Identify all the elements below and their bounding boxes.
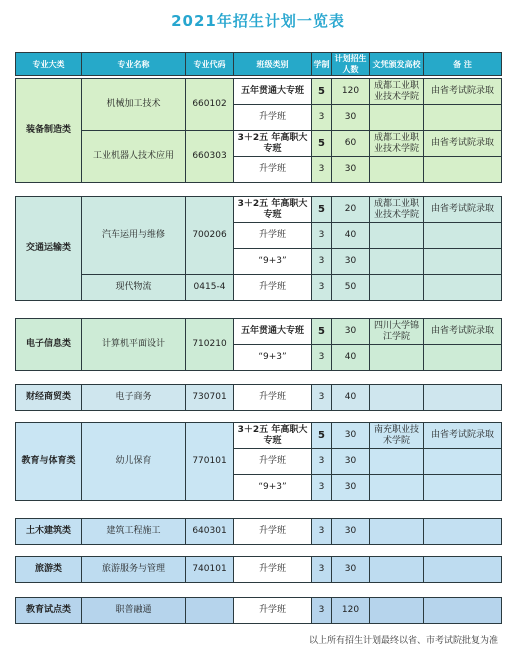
years-cell: 3	[312, 223, 332, 249]
years-cell: 5	[312, 131, 332, 157]
major-code-cell: 700206	[186, 197, 234, 275]
school-cell: 南充职业技术学院	[370, 423, 424, 449]
school-cell: 成都工业职业技术学院	[370, 197, 424, 223]
major-code-cell: 710210	[186, 319, 234, 371]
years-cell: 5	[312, 197, 332, 223]
major-code-cell: 770101	[186, 423, 234, 501]
plan-cell: 30	[332, 105, 370, 131]
plan-cell: 30	[332, 449, 370, 475]
note-cell: 由省考试院录取	[424, 79, 502, 105]
years-cell: 3	[312, 157, 332, 183]
years-cell: 3	[312, 275, 332, 301]
class-type-cell: 五年贯通大专班	[234, 319, 312, 345]
major-code-cell: 660303	[186, 131, 234, 183]
category-cell: 财经商贸类	[16, 385, 82, 411]
class-type-cell: “9+3”	[234, 475, 312, 501]
school-cell	[370, 275, 424, 301]
note-cell	[424, 223, 502, 249]
category-cell: 装备制造类	[16, 79, 82, 183]
school-cell	[370, 223, 424, 249]
note-cell: 由省考试院录取	[424, 423, 502, 449]
major-name-cell: 旅游服务与管理	[82, 557, 186, 583]
school-cell: 成都工业职业技术学院	[370, 79, 424, 105]
major-name-cell: 现代物流	[82, 275, 186, 301]
class-type-cell: 升学班	[234, 223, 312, 249]
years-cell: 3	[312, 449, 332, 475]
table-row	[16, 423, 502, 449]
table-row	[16, 385, 502, 411]
class-type-cell: 3＋2五 年高职大专班	[234, 423, 312, 449]
major-name-cell: 电子商务	[82, 385, 186, 411]
years-cell: 5	[312, 423, 332, 449]
note-cell: 由省考试院录取	[424, 131, 502, 157]
class-type-cell: 3＋2五 年高职大专班	[234, 131, 312, 157]
class-type-cell: 升学班	[234, 519, 312, 545]
major-code-cell: 0415-4	[186, 275, 234, 301]
table-row	[16, 557, 502, 583]
note-cell: 由省考试院录取	[424, 197, 502, 223]
years-cell: 3	[312, 385, 332, 411]
plan-cell: 30	[332, 157, 370, 183]
class-type-cell: “9+3”	[234, 249, 312, 275]
category-cell: 电子信息类	[16, 319, 82, 371]
years-cell: 5	[312, 79, 332, 105]
plan-cell: 40	[332, 223, 370, 249]
class-type-cell: 升学班	[234, 275, 312, 301]
school-cell	[370, 345, 424, 371]
table-row	[16, 197, 502, 223]
school-cell	[370, 475, 424, 501]
note-cell	[424, 157, 502, 183]
table-row	[16, 598, 502, 624]
header-school: 文凭颁发高校	[370, 53, 424, 76]
years-cell: 3	[312, 475, 332, 501]
plan-cell: 50	[332, 275, 370, 301]
school-cell	[370, 557, 424, 583]
category-cell: 交通运输类	[16, 197, 82, 301]
school-cell: 四川大学锦江学院	[370, 319, 424, 345]
group-table	[15, 556, 502, 583]
plan-cell: 30	[332, 475, 370, 501]
note-cell	[424, 249, 502, 275]
header-major-code: 专业代码	[186, 53, 234, 76]
header-years: 学制	[312, 53, 332, 76]
header-table	[15, 52, 502, 76]
school-cell	[370, 157, 424, 183]
plan-cell: 120	[332, 598, 370, 624]
group-table	[15, 518, 502, 545]
note-cell: 由省考试院录取	[424, 319, 502, 345]
school-cell	[370, 519, 424, 545]
group-table	[15, 597, 502, 624]
plan-cell: 20	[332, 197, 370, 223]
plan-cell: 30	[332, 319, 370, 345]
class-type-cell: 升学班	[234, 598, 312, 624]
plan-cell: 30	[332, 249, 370, 275]
plan-cell: 60	[332, 131, 370, 157]
major-name-cell: 职普融通	[82, 598, 186, 624]
table-row	[16, 319, 502, 345]
years-cell: 3	[312, 519, 332, 545]
note-cell	[424, 519, 502, 545]
years-cell: 3	[312, 345, 332, 371]
footnote: 以上所有招生计划最终以省、市考试院批复为准	[308, 636, 498, 646]
header-plan: 计划招生人数	[332, 53, 370, 76]
group-table	[15, 196, 502, 301]
note-cell	[424, 475, 502, 501]
major-code-cell: 740101	[186, 557, 234, 583]
school-cell: 成都工业职业技术学院	[370, 131, 424, 157]
class-type-cell: “9+3”	[234, 345, 312, 371]
major-name-cell: 汽车运用与维修	[82, 197, 186, 275]
plan-cell: 30	[332, 557, 370, 583]
years-cell: 3	[312, 249, 332, 275]
years-cell: 3	[312, 105, 332, 131]
school-cell	[370, 449, 424, 475]
major-name-cell: 幼儿保育	[82, 423, 186, 501]
plan-cell: 120	[332, 79, 370, 105]
major-code-cell: 660102	[186, 79, 234, 131]
plan-cell: 40	[332, 385, 370, 411]
note-cell	[424, 105, 502, 131]
class-type-cell: 升学班	[234, 157, 312, 183]
plan-cell: 40	[332, 345, 370, 371]
table-row	[16, 275, 502, 301]
page-title: 2021年招生计划一览表	[171, 12, 345, 30]
note-cell	[424, 275, 502, 301]
major-name-cell: 建筑工程施工	[82, 519, 186, 545]
group-table	[15, 384, 502, 411]
note-cell	[424, 557, 502, 583]
category-cell: 土木建筑类	[16, 519, 82, 545]
group-table	[15, 422, 502, 501]
school-cell	[370, 385, 424, 411]
plan-cell: 30	[332, 423, 370, 449]
class-type-cell: 3＋2五 年高职大专班	[234, 197, 312, 223]
years-cell: 3	[312, 557, 332, 583]
note-cell	[424, 598, 502, 624]
category-cell: 旅游类	[16, 557, 82, 583]
school-cell	[370, 249, 424, 275]
major-code-cell: 640301	[186, 519, 234, 545]
years-cell: 3	[312, 598, 332, 624]
class-type-cell: 升学班	[234, 449, 312, 475]
plan-cell: 30	[332, 519, 370, 545]
category-cell: 教育与体育类	[16, 423, 82, 501]
school-cell	[370, 105, 424, 131]
header-class-type: 班级类别	[234, 53, 312, 76]
major-name-cell: 机械加工技术	[82, 79, 186, 131]
group-table	[15, 78, 502, 183]
years-cell: 5	[312, 319, 332, 345]
header-note: 备 注	[424, 53, 502, 76]
note-cell	[424, 449, 502, 475]
header-category: 专业大类	[16, 53, 82, 76]
group-table	[15, 318, 502, 371]
class-type-cell: 升学班	[234, 557, 312, 583]
note-cell	[424, 345, 502, 371]
table-row	[16, 79, 502, 105]
table-row	[16, 131, 502, 157]
major-code-cell: 730701	[186, 385, 234, 411]
major-name-cell: 计算机平面设计	[82, 319, 186, 371]
class-type-cell: 升学班	[234, 105, 312, 131]
class-type-cell: 五年贯通大专班	[234, 79, 312, 105]
header-major-name: 专业名称	[82, 53, 186, 76]
major-code-cell	[186, 598, 234, 624]
school-cell	[370, 598, 424, 624]
category-cell: 教育试点类	[16, 598, 82, 624]
major-name-cell: 工业机器人技术应用	[82, 131, 186, 183]
class-type-cell: 升学班	[234, 385, 312, 411]
table-row	[16, 519, 502, 545]
note-cell	[424, 385, 502, 411]
